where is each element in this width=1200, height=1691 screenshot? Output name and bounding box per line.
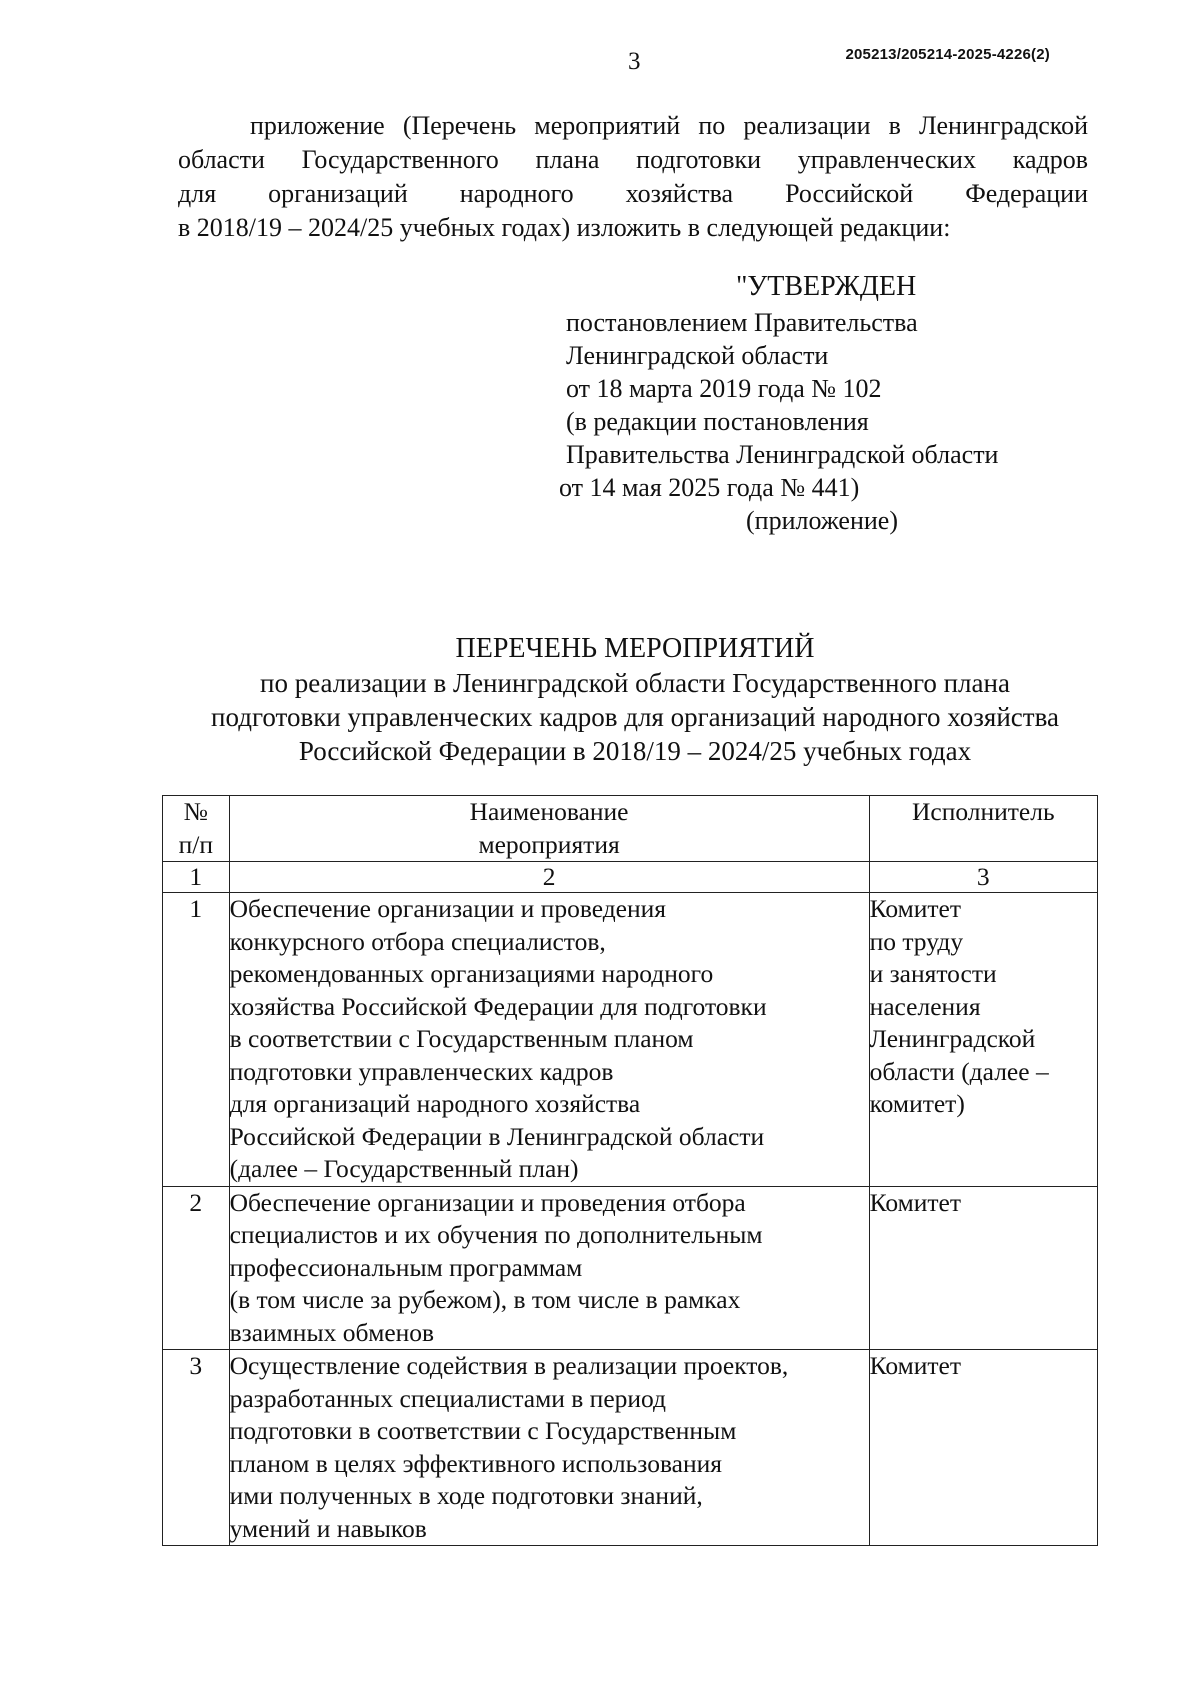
cell-line: Обеспечение организации и проведения отбора: [229, 1187, 746, 1217]
row-event-name: [229, 893, 869, 1187]
cell-line: для организаций народного хозяйства: [229, 1089, 641, 1118]
cell-line: профессиональным программам: [229, 1252, 583, 1282]
approval-line: Правительства Ленинградской области: [566, 440, 999, 469]
cell-line: специалистов и их обучения по дополнительным: [229, 1220, 763, 1249]
list-subtitle-line: подготовки управленческих кадров для организаций народного хозяйства: [211, 702, 1059, 732]
cell-line: (в том числе за рубежом), в том числе в рамках: [229, 1285, 741, 1314]
table-header-row: [163, 796, 1098, 862]
table-row: [163, 893, 1098, 1187]
cell-line: области (далее –: [869, 1056, 1049, 1086]
header-num-line: п/п: [178, 829, 213, 859]
events-table: [162, 795, 1098, 1546]
approval-line: постановлением Правительства: [566, 308, 918, 337]
intro-line: области Государственного плана подготовки управленческих кадров: [178, 145, 1088, 174]
table-row: [163, 1350, 1098, 1546]
row-event-name: [229, 1350, 869, 1546]
row-event-name: [229, 1186, 869, 1350]
approval-line: (в редакции постановления: [566, 407, 869, 436]
cell-line: по труду: [869, 926, 964, 956]
approval-line: Ленинградской области: [566, 341, 829, 370]
cell-line: планом в целях эффективного использования: [229, 1448, 723, 1478]
cell-line: Комитет: [869, 1351, 961, 1380]
list-title: ПЕРЕЧЕНЬ МЕРОПРИЯТИЙ: [455, 633, 815, 664]
cell-line: Комитет: [869, 1187, 961, 1217]
row-number: 2: [163, 1186, 230, 1350]
header-name-line: Наименование: [469, 797, 629, 826]
intro-line: в 2018/19 – 2024/25 учебных годах) изложить в следующей редакции:: [178, 213, 951, 242]
approval-line: от 18 марта 2019 года № 102: [566, 374, 882, 403]
header-num: [163, 796, 230, 862]
cell-line: населения: [869, 991, 981, 1021]
cell-line: конкурсного отбора специалистов,: [229, 926, 606, 956]
cell-line: и занятости: [869, 959, 997, 988]
cell-line: умений и навыков: [229, 1513, 427, 1543]
cell-line: в соответствии с Государственным планом: [229, 1024, 694, 1053]
row-number: 3: [163, 1350, 230, 1546]
appendix-label: (приложение): [746, 506, 899, 535]
row-executor: [869, 893, 1097, 1187]
column-index: 1: [163, 862, 230, 893]
approval-line: от 14 мая 2025 года № 441): [559, 473, 860, 502]
table-row: [163, 1186, 1098, 1350]
header-name: [229, 796, 869, 862]
list-subtitle-line: по реализации в Ленинградской области Государственного плана: [260, 668, 1010, 698]
cell-line: рекомендованных организациями народного: [229, 959, 714, 988]
cell-line: Комитет: [869, 894, 961, 923]
intro-line: приложение (Перечень мероприятий по реализации в Ленинградской: [250, 111, 1088, 140]
cell-line: разработанных специалистами в период: [229, 1383, 667, 1413]
row-number: 1: [163, 893, 230, 1187]
column-index: 2: [229, 862, 869, 893]
page-number: 3: [628, 48, 641, 75]
approval-stamp: "УТВЕРЖДЕН: [736, 271, 917, 302]
intro-line: для организаций народного хозяйства Российской Федерации: [178, 179, 1088, 208]
cell-line: комитет): [869, 1089, 965, 1118]
header-executor: Исполнитель: [869, 796, 1097, 862]
cell-line: ими полученных в ходе подготовки знаний,: [229, 1481, 703, 1510]
cell-line: подготовки в соответствии с Государственным: [229, 1416, 737, 1445]
list-subtitle-line: Российской Федерации в 2018/19 – 2024/25 учебных годах: [298, 736, 972, 766]
header-name-line: мероприятия: [478, 829, 620, 859]
column-index: 3: [869, 862, 1097, 893]
cell-line: взаимных обменов: [229, 1317, 435, 1347]
cell-line: подготовки управленческих кадров: [229, 1056, 614, 1086]
column-index-row: [163, 862, 1098, 893]
cell-line: Обеспечение организации и проведения: [229, 894, 667, 923]
row-executor: [869, 1350, 1097, 1546]
cell-line: хозяйства Российской Федерации для подготовки: [229, 991, 767, 1021]
approval-block: [559, 270, 999, 537]
header-num-line: №: [183, 797, 208, 826]
intro-paragraph: [178, 109, 1088, 245]
cell-line: Ленинградской: [869, 1024, 1036, 1053]
cell-line: Российской Федерации в Ленинградской области: [229, 1121, 765, 1151]
document-id: 205213/205214-2025-4226(2): [845, 46, 1050, 63]
cell-line: Осуществление содействия в реализации проектов,: [229, 1351, 789, 1380]
row-executor: [869, 1186, 1097, 1350]
list-title-block: [150, 632, 1120, 768]
cell-line: (далее – Государственный план): [229, 1154, 579, 1183]
